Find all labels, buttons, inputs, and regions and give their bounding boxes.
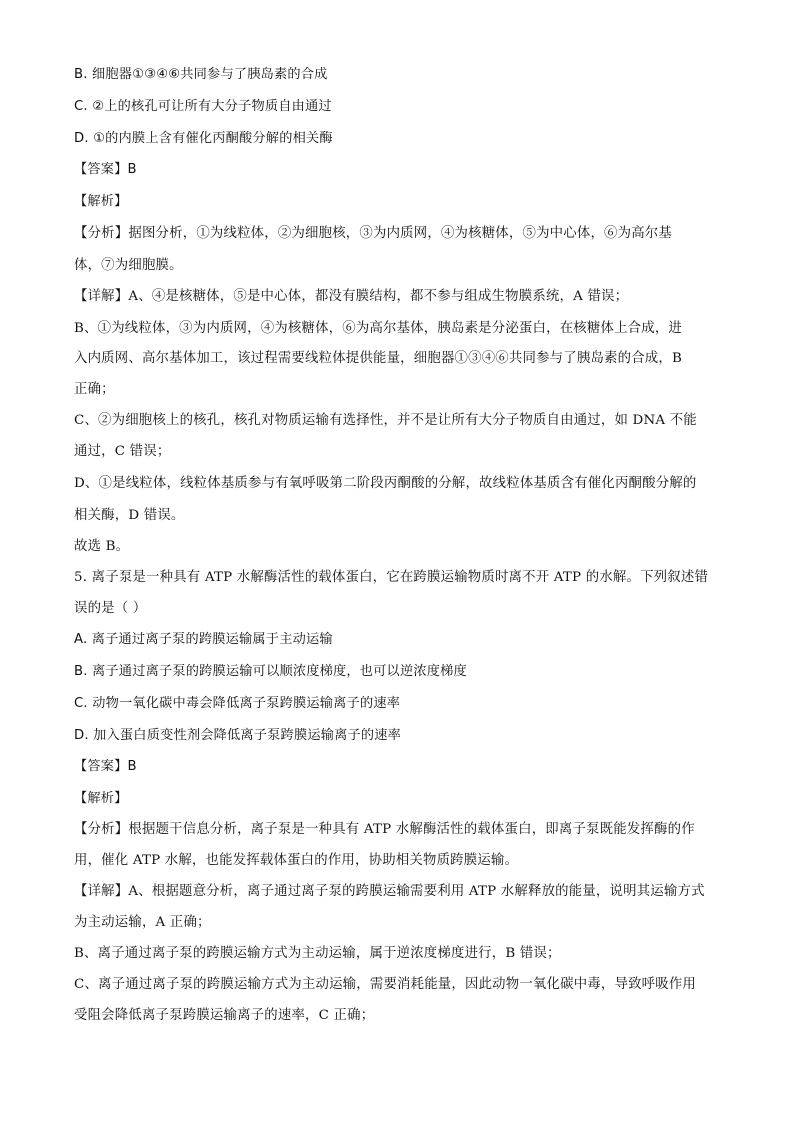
analysis-text-line: 【分析】据图分析，①为线粒体，②为细胞核，③为内质网，④为核糖体，⑤为中心体，⑥为高尔基 bbox=[74, 226, 672, 241]
option-c-line: C. 动物一氧化碳中毒会降低离子泵跨膜运输离子的速率 bbox=[74, 696, 401, 711]
option-c-line: C. ②上的核孔可让所有大分子物质自由通过 bbox=[74, 99, 332, 114]
explanation-line: B、①为线粒体，③为内质网，④为核糖体，⑥为高尔基体，胰岛素是分泌蛋白，在核糖体上合成，进 bbox=[74, 321, 683, 336]
explanation-line: D、①是线粒体，线粒体基质参与有氧呼吸第二阶段丙酮酸的分解，故线粒体基质含有催化丙酮酸分解的 bbox=[74, 476, 697, 491]
question-stem-line: 5. 离子泵是一种具有 ATP 水解酶活性的载体蛋白，它在跨膜运输物质时离不开 ATP 的水解。下列叙述错 bbox=[74, 570, 709, 585]
option-a-line: A. 离子通过离子泵的跨膜运输属于主动运输 bbox=[74, 632, 333, 647]
analysis-text-line: 【分析】根据题干信息分析，离子泵是一种具有 ATP 水解酶活性的载体蛋白，即离子泵既能发挥酶的作 bbox=[74, 822, 695, 837]
explanation-line: 相关酶，D 错误。 bbox=[74, 508, 185, 523]
option-b-line: B. 细胞器①③④⑥共同参与了胰岛素的合成 bbox=[74, 67, 328, 82]
explanation-line: 受阻会降低离子泵跨膜运输离子的速率，C 正确； bbox=[74, 1008, 375, 1023]
analysis-heading: 【解析】 bbox=[74, 194, 128, 209]
answer-line: 【答案】B bbox=[74, 759, 137, 774]
option-b-line: B. 离子通过离子泵的跨膜运输可以顺浓度梯度，也可以逆浓度梯度 bbox=[74, 664, 467, 679]
explanation-line: 通过，C 错误； bbox=[74, 444, 171, 459]
option-d-line: D. 加入蛋白质变性剂会降低离子泵跨膜运输离子的速率 bbox=[74, 728, 402, 743]
question-stem-line: 误的是（ ） bbox=[74, 601, 147, 616]
analysis-text-line: 用，催化 ATP 水解，也能发挥载体蛋白的作用，协助相关物质跨膜运输。 bbox=[74, 853, 519, 868]
option-d-line: D. ①的内膜上含有催化丙酮酸分解的相关酶 bbox=[74, 131, 333, 146]
explanation-line: 【详解】A、根据题意分析，离子通过离子泵的跨膜运输需要利用 ATP 水解释放的能量，说明其运输方式 bbox=[74, 884, 705, 899]
explanation-line: 【详解】A、④是核糖体，⑤是中心体，都没有膜结构，都不参与组成生物膜系统，A 错误； bbox=[74, 289, 629, 304]
explanation-line: C、离子通过离子泵的跨膜运输方式为主动运输，需要消耗能量，因此动物一氧化碳中毒，导致呼吸作用 bbox=[74, 977, 697, 992]
explanation-line: 为主动运输，A 正确； bbox=[74, 915, 211, 930]
conclusion-line: 故选 B。 bbox=[74, 539, 130, 554]
analysis-text-line: 体，⑦为细胞膜。 bbox=[74, 258, 183, 273]
analysis-heading: 【解析】 bbox=[74, 791, 128, 806]
explanation-line: C、②为细胞核上的核孔，核孔对物质运输有选择性，并不是让所有大分子物质自由通过，如 DNA 不能 bbox=[74, 413, 697, 428]
explanation-line: 正确； bbox=[74, 382, 115, 397]
explanation-line: B、离子通过离子泵的跨膜运输方式为主动运输，属于逆浓度梯度进行，B 错误； bbox=[74, 946, 561, 961]
explanation-line: 入内质网、高尔基体加工，该过程需要线粒体提供能量，细胞器①③④⑥共同参与了胰岛素的合成，B bbox=[74, 351, 683, 366]
answer-line: 【答案】B bbox=[74, 162, 137, 177]
